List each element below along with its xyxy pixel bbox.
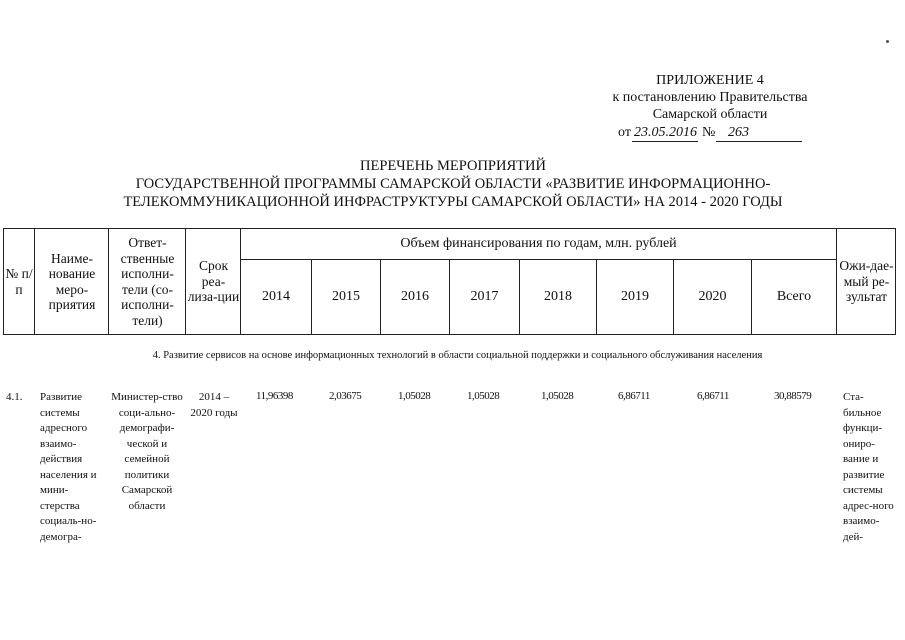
row-name: Развитие системы адресного взаимо-действия населения и мини-стерства социаль-но-демогра- bbox=[40, 391, 97, 543]
row-value-2014: 11,96398 bbox=[256, 390, 293, 402]
appendix-date-line bbox=[590, 123, 830, 143]
row-term: 2014 – 2020 годы bbox=[190, 391, 238, 419]
row-value-2019: 6,86711 bbox=[618, 390, 650, 402]
handwritten-number: 263 bbox=[728, 125, 749, 140]
row-executors: Министер-ство соци-ально-демографи-ческой и семейной политики Самарской области bbox=[111, 391, 183, 512]
date-prefix: от bbox=[618, 125, 631, 140]
header-num: № п/п bbox=[5, 266, 33, 297]
row-value-2020: 6,86711 bbox=[697, 390, 729, 402]
header-year: 2015 bbox=[332, 289, 360, 305]
appendix-block bbox=[590, 72, 830, 143]
header-result: Ожи-дае-мый ре-зультат bbox=[839, 258, 894, 305]
heading-line2: ГОСУДАРСТВЕННОЙ ПРОГРАММЫ САМАРСКОЙ ОБЛАСТИ «РАЗВИТИЕ ИНФОРМАЦИОННО- bbox=[135, 176, 771, 192]
number-underline bbox=[716, 141, 802, 142]
date-underline bbox=[632, 141, 698, 142]
scan-dot bbox=[886, 40, 889, 43]
col-border bbox=[836, 228, 837, 335]
row-num: 4.1. bbox=[6, 391, 23, 403]
row-result: Ста-бильное функци-ониро-вание и развитие системы адрес-ного взаимо-дей- bbox=[843, 391, 894, 543]
header-term: Срок реа-лиза-ции bbox=[187, 258, 240, 305]
heading-line3: ТЕЛЕКОММУНИКАЦИОННОЙ ИНФРАСТРУКТУРЫ САМАРСКОЙ ОБЛАСТИ» НА 2014 - 2020 ГОДЫ bbox=[123, 194, 783, 210]
header-year: 2016 bbox=[401, 289, 429, 305]
row-value-2016: 1,05028 bbox=[398, 390, 431, 402]
row-value-2018: 1,05028 bbox=[541, 390, 574, 402]
col-border bbox=[108, 228, 109, 335]
section-title: 4. Развитие сервисов на основе информационных технологий в области социальной поддержки и социального обслуживания населения bbox=[152, 350, 763, 361]
row-value-2015: 2,03675 bbox=[329, 390, 362, 402]
handwritten-date: 23.05.2016 bbox=[634, 125, 697, 140]
heading-line1: ПЕРЕЧЕНЬ МЕРОПРИЯТИЙ bbox=[360, 158, 546, 174]
header-year: 2019 bbox=[621, 289, 649, 305]
header-year: 2014 bbox=[262, 289, 290, 305]
header-year: 2018 bbox=[544, 289, 572, 305]
col-border bbox=[185, 228, 186, 335]
header-funding: Объем финансирования по годам, млн. рублей bbox=[400, 236, 677, 252]
col-border bbox=[895, 228, 896, 335]
number-prefix: № bbox=[702, 125, 716, 140]
col-border bbox=[34, 228, 35, 335]
header-year: 2020 bbox=[698, 289, 727, 305]
header-year: 2017 bbox=[470, 289, 499, 305]
header-total: Всего bbox=[776, 289, 812, 305]
appendix-line1: к постановлению Правительства bbox=[612, 90, 808, 105]
header-executors: Ответ-ственные исполни-тели (со-исполни-тели) bbox=[120, 235, 175, 328]
header-name: Наиме-нование меро-приятия bbox=[48, 250, 96, 312]
document-heading bbox=[60, 157, 846, 211]
row-value-total: 30,88579 bbox=[774, 390, 812, 402]
appendix-line2: Самарской области bbox=[652, 107, 768, 122]
appendix-title: ПРИЛОЖЕНИЕ 4 bbox=[656, 73, 764, 88]
row-value-2017: 1,05028 bbox=[467, 390, 500, 402]
